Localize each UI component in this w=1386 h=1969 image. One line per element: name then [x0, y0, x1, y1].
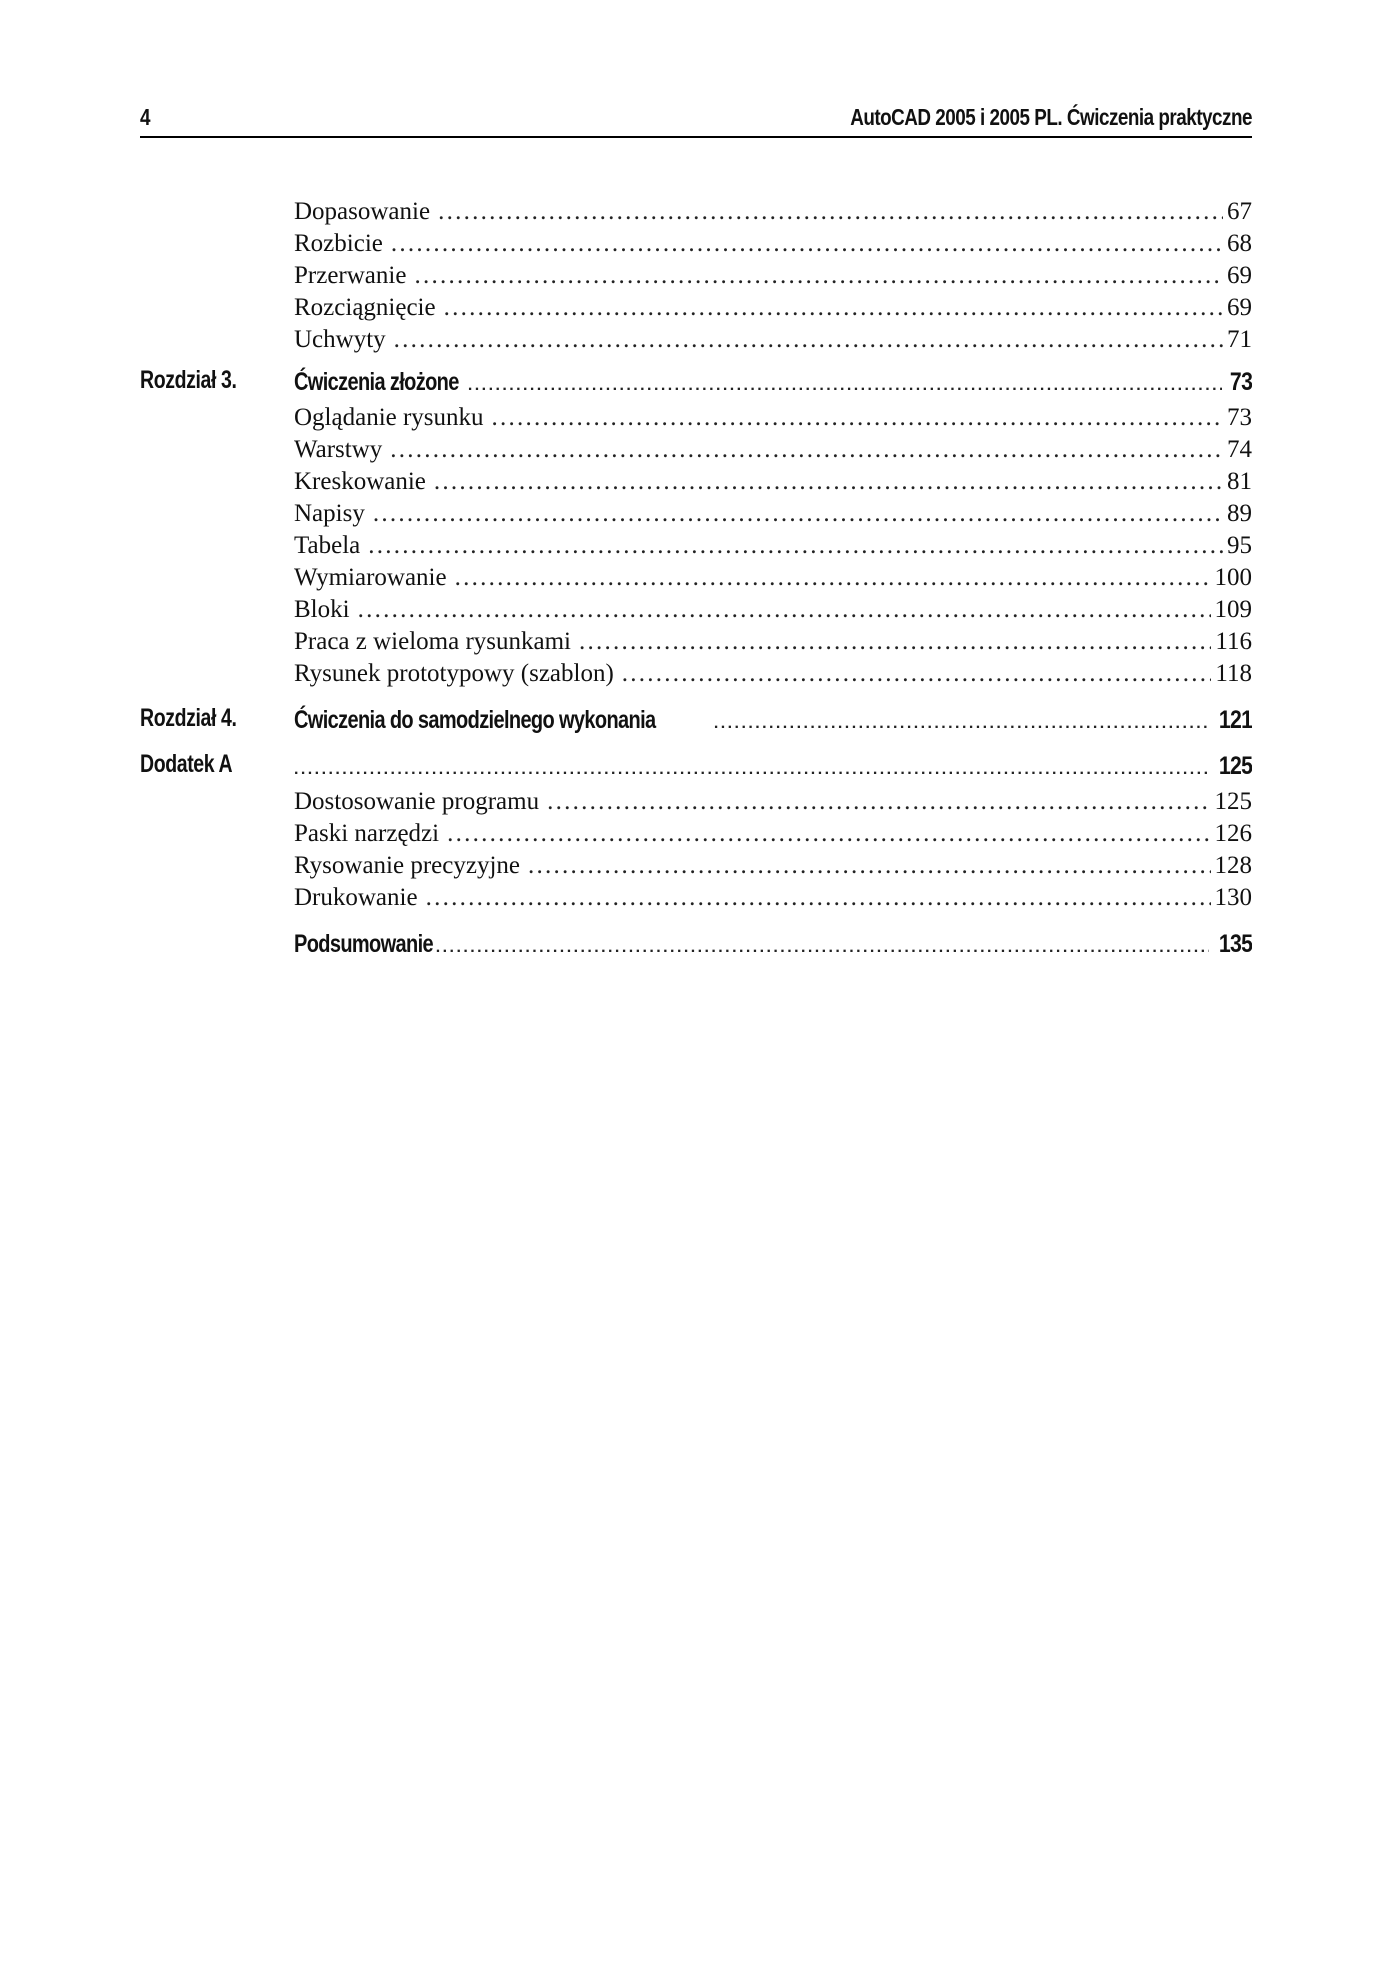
dot-leader — [426, 882, 1211, 914]
toc-entry-page: 68 — [1227, 230, 1252, 257]
dot-leader — [358, 594, 1211, 626]
toc-entry-page: 73 — [1227, 404, 1252, 431]
toc-appendix-a[interactable] — [140, 746, 1252, 786]
dot-leader — [447, 818, 1210, 850]
chapter-title: Ćwiczenia do samodzielnego wykonania — [294, 706, 656, 734]
toc-entry[interactable] — [140, 466, 1252, 498]
toc-entry[interactable] — [140, 658, 1252, 690]
toc-entry-title: Dopasowanie — [294, 198, 431, 225]
dot-leader — [414, 260, 1223, 292]
toc-entry-title: Uchwyty — [294, 326, 386, 353]
dot-leader — [368, 530, 1223, 562]
toc-summary[interactable] — [140, 924, 1252, 964]
toc-entry-title: Dostosowanie programu — [294, 788, 540, 815]
toc-entry-page: 95 — [1227, 532, 1252, 559]
toc-entry-title: Praca z wieloma rysunkami — [294, 628, 571, 655]
chapter-label: Rozdział 3. — [140, 366, 237, 394]
dot-leader — [390, 434, 1223, 466]
chapter-page: 125 — [1218, 752, 1252, 780]
toc-entry-title: Rozciągnięcie — [294, 294, 436, 321]
toc-entry-page: 128 — [1214, 852, 1252, 879]
toc-entry-page: 118 — [1215, 660, 1252, 687]
dot-leader — [468, 366, 1222, 402]
toc-entry[interactable] — [140, 562, 1252, 594]
toc-entry[interactable] — [140, 530, 1252, 562]
toc-entry[interactable] — [140, 402, 1252, 434]
toc-entry-page: 100 — [1214, 564, 1252, 591]
toc-entry-title: Drukowanie — [294, 884, 418, 911]
dot-leader — [547, 786, 1210, 818]
chapter-title: Podsumowanie — [294, 930, 434, 958]
dot-leader — [579, 626, 1211, 658]
toc-entry-title: Napisy — [294, 500, 365, 527]
toc-entry[interactable] — [140, 228, 1252, 260]
chapter-page: 73 — [1229, 368, 1252, 396]
dot-leader — [444, 292, 1223, 324]
toc-entry[interactable] — [140, 882, 1252, 914]
page-number: 4 — [140, 104, 151, 130]
toc-entry-title: Rozbicie — [294, 230, 383, 257]
toc-entry-title: Bloki — [294, 596, 350, 623]
dot-leader — [294, 750, 1209, 786]
toc-entry-page: 89 — [1227, 500, 1252, 527]
toc-entry-title: Tabela — [294, 532, 361, 559]
toc-entry[interactable] — [140, 196, 1252, 228]
dot-leader — [622, 658, 1212, 690]
toc-entry[interactable] — [140, 498, 1252, 530]
toc-entry-title: Kreskowanie — [294, 468, 426, 495]
appendix-label: Dodatek A — [140, 750, 233, 778]
toc-entry-page: 109 — [1214, 596, 1252, 623]
table-of-contents — [140, 196, 1252, 964]
toc-entry-title: Rysunek prototypowy (szablon) — [294, 660, 614, 687]
toc-entry-page: 126 — [1214, 820, 1252, 847]
chapter-page: 121 — [1218, 706, 1252, 734]
toc-entry-title: Rysowanie precyzyjne — [294, 852, 521, 879]
toc-entry[interactable] — [140, 818, 1252, 850]
chapter-title: Ćwiczenia złożone — [294, 368, 459, 396]
toc-entry[interactable] — [140, 434, 1252, 466]
toc-entry-page: 67 — [1227, 198, 1252, 225]
toc-entry-title: Przerwanie — [294, 262, 407, 289]
toc-entry[interactable] — [140, 260, 1252, 292]
toc-entry-title: Paski narzędzi — [294, 820, 440, 847]
toc-entry-page: 74 — [1227, 436, 1252, 463]
toc-entry-page: 69 — [1227, 262, 1252, 289]
toc-entry[interactable] — [140, 292, 1252, 324]
toc-entry[interactable] — [140, 786, 1252, 818]
toc-entry[interactable] — [140, 324, 1252, 356]
toc-entry-page: 81 — [1227, 468, 1252, 495]
dot-leader — [373, 498, 1223, 530]
toc-entry-page: 69 — [1227, 294, 1252, 321]
toc-entry[interactable] — [140, 594, 1252, 626]
toc-entry-title: Wymiarowanie — [294, 564, 447, 591]
chapter-label: Rozdział 4. — [140, 704, 237, 732]
toc-entry-page: 125 — [1214, 788, 1252, 815]
dot-leader — [438, 196, 1223, 228]
toc-chapter-3[interactable] — [140, 362, 1252, 402]
toc-entry[interactable] — [140, 626, 1252, 658]
toc-entry-title: Oglądanie rysunku — [294, 404, 484, 431]
book-title: AutoCAD 2005 i 2005 PL. Ćwiczenia praktyczne — [850, 104, 1252, 130]
dot-leader — [492, 402, 1223, 434]
toc-entry[interactable] — [140, 850, 1252, 882]
chapter-page: 135 — [1218, 930, 1252, 958]
dot-leader — [391, 228, 1223, 260]
dot-leader — [436, 928, 1209, 964]
toc-entry-page: 71 — [1227, 326, 1252, 353]
toc-entry-page: 116 — [1215, 628, 1252, 655]
dot-leader — [528, 850, 1210, 882]
toc-chapter-4[interactable] — [140, 700, 1252, 740]
dot-leader — [455, 562, 1211, 594]
page-header — [140, 102, 1252, 138]
dot-leader — [394, 324, 1223, 356]
toc-entry-page: 130 — [1214, 884, 1252, 911]
toc-entry-title: Warstwy — [294, 436, 383, 463]
dot-leader — [434, 466, 1223, 498]
dot-leader — [714, 704, 1209, 740]
